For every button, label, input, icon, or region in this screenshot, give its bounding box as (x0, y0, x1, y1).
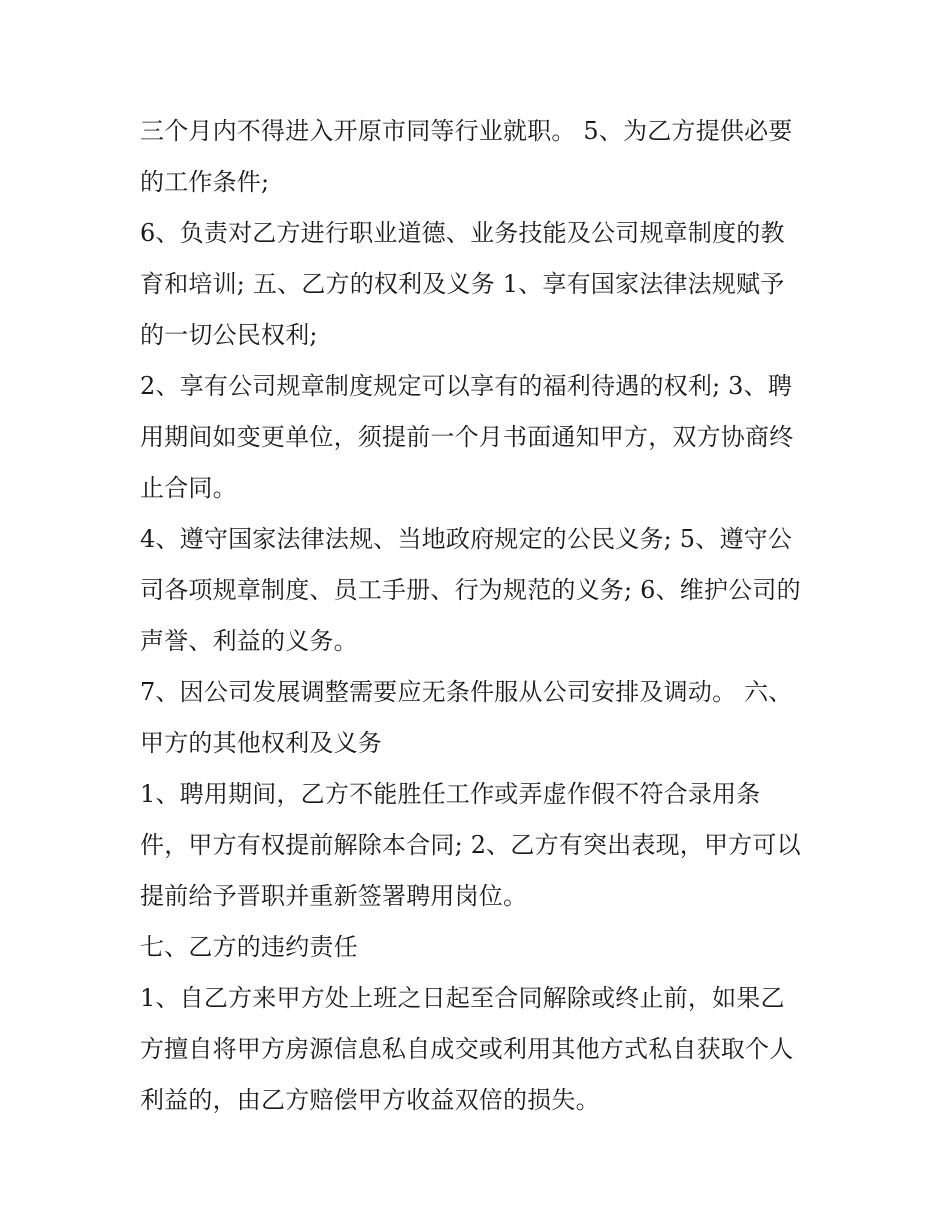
text-line: 的工作条件; (140, 168, 270, 196)
text-line: 用期间如变更单位，须提前一个月书面通知甲方，双方协商终 (140, 423, 794, 451)
text-line: 提前给予晋职并重新签署聘用岗位。 (140, 882, 528, 910)
paragraph-2 (140, 208, 820, 361)
paragraph-3 (140, 361, 820, 514)
text-line: 7、因公司发展调整需要应无条件服从公司安排及调动。 六、 (140, 678, 793, 706)
text-line: 1、聘用期间，乙方不能胜任工作或弄虚作假不符合录用条 (140, 780, 761, 808)
paragraph-1 (140, 106, 820, 208)
section-heading (140, 922, 820, 973)
text-line: 2、享有公司规章制度规定可以享有的福利待遇的权利; 3、聘 (140, 372, 793, 400)
paragraph-4 (140, 514, 820, 667)
text-line: 甲方的其他权利及义务 (140, 729, 382, 757)
text-line: 三个月内不得进入开原市同等行业就职。 5、为乙方提供必要 (140, 117, 793, 145)
text-line: 方擅自将甲方房源信息私自成交或利用其他方式私自获取个人 (140, 1035, 794, 1063)
text-line: 的一切公民权利; (140, 321, 318, 349)
document-body (140, 106, 820, 1126)
paragraph-8 (140, 973, 820, 1126)
text-line: 4、遵守国家法律法规、当地政府规定的公民义务; 5、遵守公 (140, 525, 793, 553)
text-line: 件，甲方有权提前解除本合同; 2、乙方有突出表现，甲方可以 (140, 831, 801, 859)
text-line: 声誉、利益的义务。 (140, 627, 358, 655)
text-line: 1、自乙方来甲方处上班之日起至合同解除或终止前，如果乙 (140, 984, 785, 1012)
text-line: 利益的，由乙方赔偿甲方收益双倍的损失。 (140, 1086, 600, 1114)
paragraph-6 (140, 769, 820, 922)
text-line: 育和培训; 五、乙方的权利及义务 1、享有国家法律法规赋予 (140, 270, 785, 298)
text-line: 司各项规章制度、员工手册、行为规范的义务; 6、维护公司的 (140, 576, 801, 604)
text-line: 七、乙方的违约责任 (140, 933, 358, 961)
text-line: 止合同。 (140, 474, 237, 502)
paragraph-5 (140, 667, 820, 769)
text-line: 6、负责对乙方进行职业道德、业务技能及公司规章制度的教 (140, 219, 785, 247)
